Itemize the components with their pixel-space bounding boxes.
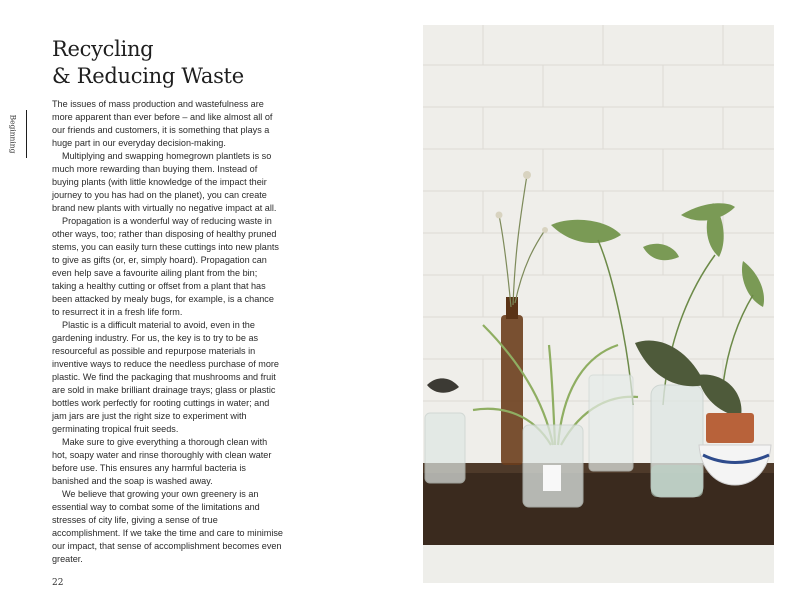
paragraph-6: We believe that growing your own greenery is an essential way to combat some of the limitations and stresses of city life, giving a sense of true accomplishment. If we take the time and care to minimise our impact, that sense of accomplishment becomes even greater. (52, 489, 283, 564)
paragraph-2: Multiplying and swapping homegrown plantlets is so much more rewarding than buying them. Instead of buying plants (with little knowledge of the impact their journey to you has had on the planet), you can create brand new plants with virtually no negative impact at all. (52, 151, 277, 213)
amber-bottle (501, 315, 523, 465)
wall-below-table (423, 545, 774, 583)
seed-head-icon (523, 171, 531, 179)
paragraph-4: Plastic is a difficult material to avoid, even in the gardening industry. For us, the key is to try to be as resourceful as possible and repurpose materials in inventive ways to reduce the needless purchase of more plastic. We find the packaging that mushrooms and fruit are sold in make brilliant drainage trays; glass or plastic bottles work perfectly for rooting cuttings in water; and jam jars are just the right size to experiment with germinating tropical fruit seeds. (52, 320, 279, 434)
bottle-water (651, 465, 703, 497)
body-text (52, 98, 284, 566)
seed-head-icon (542, 227, 548, 233)
page-title (52, 36, 382, 90)
section-tab-label: Beginning (8, 114, 18, 154)
glass-tumbler (589, 375, 633, 471)
seed-head-icon (496, 212, 503, 219)
paragraph-5: Make sure to give everything a thorough clean with hot, soapy water and rinse thoroughly with clean water before use. This ensures any harmful bacteria is banished and the soap is washed away. (52, 437, 272, 486)
plant-photo (423, 25, 774, 583)
amber-bottle-neck (506, 297, 518, 319)
jar-label (543, 465, 561, 491)
title-line-2: & Reducing Waste (52, 64, 244, 88)
small-jar-left (425, 413, 465, 483)
paragraph-3: Propagation is a wonderful way of reducing waste in other ways, too; rather than disposing of healthy pruned stems, you can easily turn these cuttings into new plants to give as gifts (or, er, simply hoard). Propagation can even help save a favourite ailing plant from the bin; taking a healthy cutting or offset from a plant that has been attacked by mealy bugs, for example, is a chance to resurrect it in a fresh life form. (52, 216, 279, 317)
paragraph-1: The issues of mass production and wastefulness are more apparent than ever before – and like almost all of our friends and customers, it is something that plays a huge part in our everyday decision-making. (52, 99, 273, 148)
section-tab (0, 110, 27, 158)
plant-photo-illustration (423, 25, 774, 583)
terracotta-pot (706, 413, 754, 443)
title-line-1: Recycling (52, 37, 154, 61)
page-number: 22 (52, 578, 64, 588)
